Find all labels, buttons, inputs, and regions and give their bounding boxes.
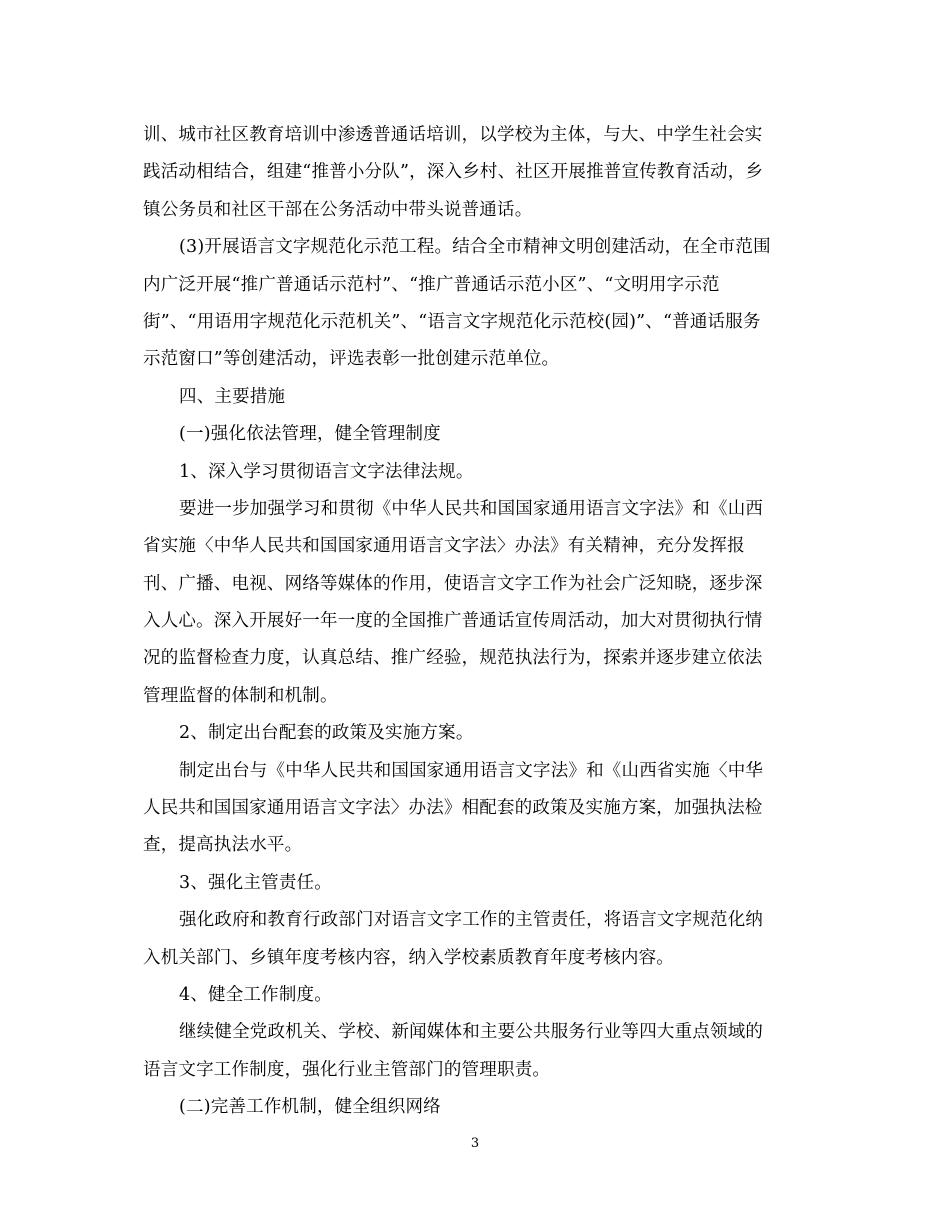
text-line: 要进一步加强学习和贯彻《中华人民共和国国家通用语言文字法》和《山西: [179, 498, 764, 519]
text-line: 刊、广播、电视、网络等媒体的作用，使语言文字工作为社会广泛知晓，逐步深: [143, 573, 763, 594]
text-line: 制定出台与《中华人民共和国国家通用语言文字法》和《山西省实施〈中华: [179, 760, 764, 781]
text-line: (二)完善工作机制，健全组织网络: [179, 1097, 441, 1118]
text-line: 入机关部门、乡镇年度考核内容，纳入学校素质教育年度考核内容。: [143, 947, 674, 968]
text-line: 管理监督的体制和机制。: [143, 685, 338, 706]
text-line: 入人心。深入开展好一年一度的全国推广普通话宣传周活动，加大对贯彻执行情: [143, 611, 763, 632]
text-line: 四、主要措施: [179, 386, 286, 407]
text-line: 查，提高执法水平。: [143, 835, 303, 856]
text-line: 人民共和国国家通用语言文字法〉办法》相配套的政策及实施方案，加强执法检: [143, 798, 763, 819]
text-line: 4、健全工作制度。: [179, 984, 332, 1005]
text-line: 示范窗口”等创建活动，评选表彰一批创建示范单位。: [143, 349, 560, 370]
text-line: 强化政府和教育行政部门对语言文字工作的主管责任，将语言文字规范化纳: [179, 910, 764, 931]
text-line: 践活动相结合，组建“推普小分队”，深入乡村、社区开展推普宣传教育活动，乡: [143, 162, 764, 183]
text-line: 语言文字工作制度，强化行业主管部门的管理职责。: [143, 1059, 551, 1080]
document-body: [143, 117, 813, 1127]
text-line: 3、强化主管责任。: [179, 872, 332, 893]
text-line: 街”、“用语用字规范化示范机关”、“语言文字规范化示范校(园)”、“普通话服务: [143, 311, 761, 332]
text-line: 内广泛开展“推广普通话示范村”、“推广普通话示范小区”、“文明用字示范: [143, 274, 720, 295]
text-line: 省实施〈中华人民共和国国家通用语言文字法〉办法》有关精神，充分发挥报: [143, 536, 745, 557]
text-line: 况的监督检查力度，认真总结、推广经验，规范执法行为，探索并逐步建立依法: [143, 648, 763, 669]
text-line: 训、城市社区教育培训中渗透普通话培训，以学校为主体，与大、中学生社会实: [143, 125, 763, 145]
text-line: 2、制定出台配套的政策及实施方案。: [179, 723, 474, 744]
text-line: 1、深入学习贯彻语言文字法律法规。: [179, 461, 474, 482]
text-line: 继续健全党政机关、学校、新闻媒体和主要公共服务行业等四大重点领域的: [179, 1022, 764, 1043]
text-line: (3)开展语言文字规范化示范工程。结合全市精神文明创建活动，在全市范围: [179, 237, 771, 258]
text-line: 镇公务员和社区干部在公务活动中带头说普通话。: [143, 199, 533, 220]
text-line: (一)强化依法管理，健全管理制度: [179, 424, 441, 445]
page-number: 3: [470, 1136, 480, 1151]
